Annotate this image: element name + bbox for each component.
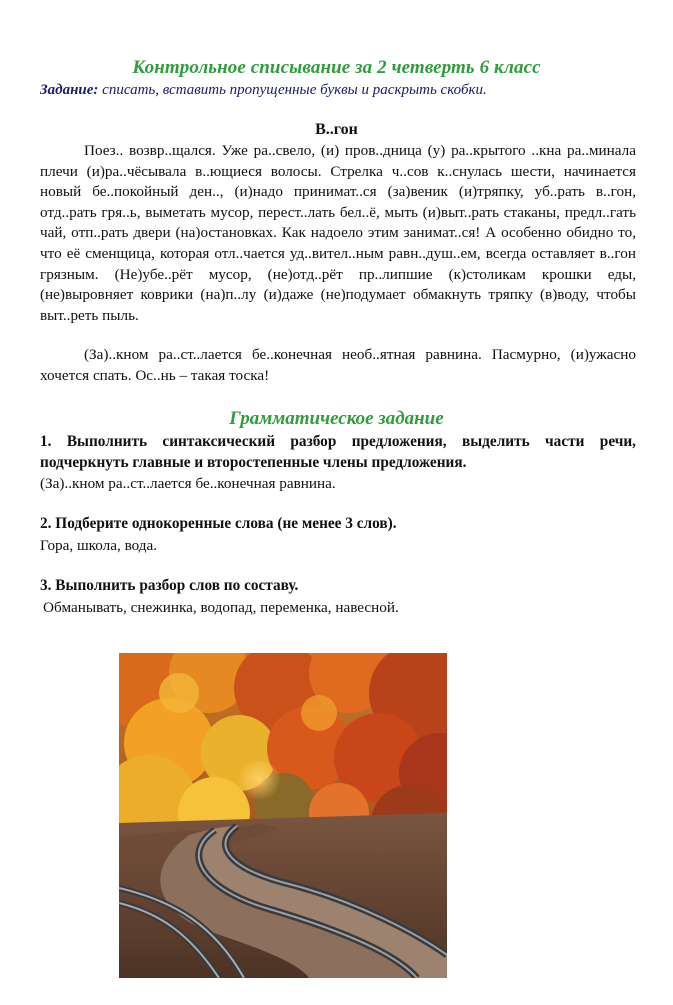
grammar-title: Грамматическое задание — [229, 408, 444, 429]
autumn-railway-photo — [119, 653, 447, 978]
task-instruction — [40, 82, 660, 99]
dictation-paragraph-2: (За)..кном ра..ст..лается бе..конечная необ..ятная равнина. Пасмурно, (и)ужасно хочется спать. Ос..нь – такая тоска! — [40, 346, 636, 384]
question-2: 2. Подберите однокоренные слова (не менее 3 слов). — [40, 515, 397, 532]
text-title: В..гон — [315, 121, 358, 138]
dictation-paragraph-1: Поез.. возвр..щался. Уже ра..свело, (и) пров..дница (у) ра..крытого ..кна ра..минала плечи (и)ра..чёсывала в..ющиеся волосы. Стрелка ч..сов к..снулась шести, начинается новый бе..покойный ден.., (и)надо принимат..ся (за)веник (и)тряпку, уб..рать в..гон, отд..рать гря..ь, выметать мусор, перест..лать бел..ё, мыть (и)выт..рать стаканы, предл..гать чай, отп..рать двери (на)остановках. Как надоело этим занимат..ся! А особенно обидно то, что её сменщица, которая отл..чается уд..вител..ным равн..душ..ем, всегда оставляет в..гон грязным. (Не)убе..рёт мусор, (не)отд..рёт пр..липшие (к)столикам крошки еды, (не)выровняет коврики (на)п..лу (и)даже (не)подумает обмакнуть тряпку (в)воду, чтобы выт..реть пыль. — [40, 142, 636, 324]
task-text: списать, вставить пропущенные буквы и раскрыть скобки. — [98, 82, 487, 98]
task-label: Задание: — [40, 82, 99, 98]
page-title: Контрольное списывание за 2 четверть 6 класс — [132, 57, 541, 78]
question-1: 1. Выполнить синтаксический разбор предложения, выделить части речи, подчеркнуть главные и второстепенные члены предложения. — [40, 433, 636, 471]
answer-2: Гора, школа, вода. — [40, 537, 158, 554]
question-3: 3. Выполнить разбор слов по составу. — [40, 577, 299, 594]
answer-3: Обманывать, снежинка, водопад, переменка, навесной. — [43, 599, 399, 616]
answer-1: (За)..кном ра..ст..лается бе..конечная равнина. — [40, 475, 336, 492]
